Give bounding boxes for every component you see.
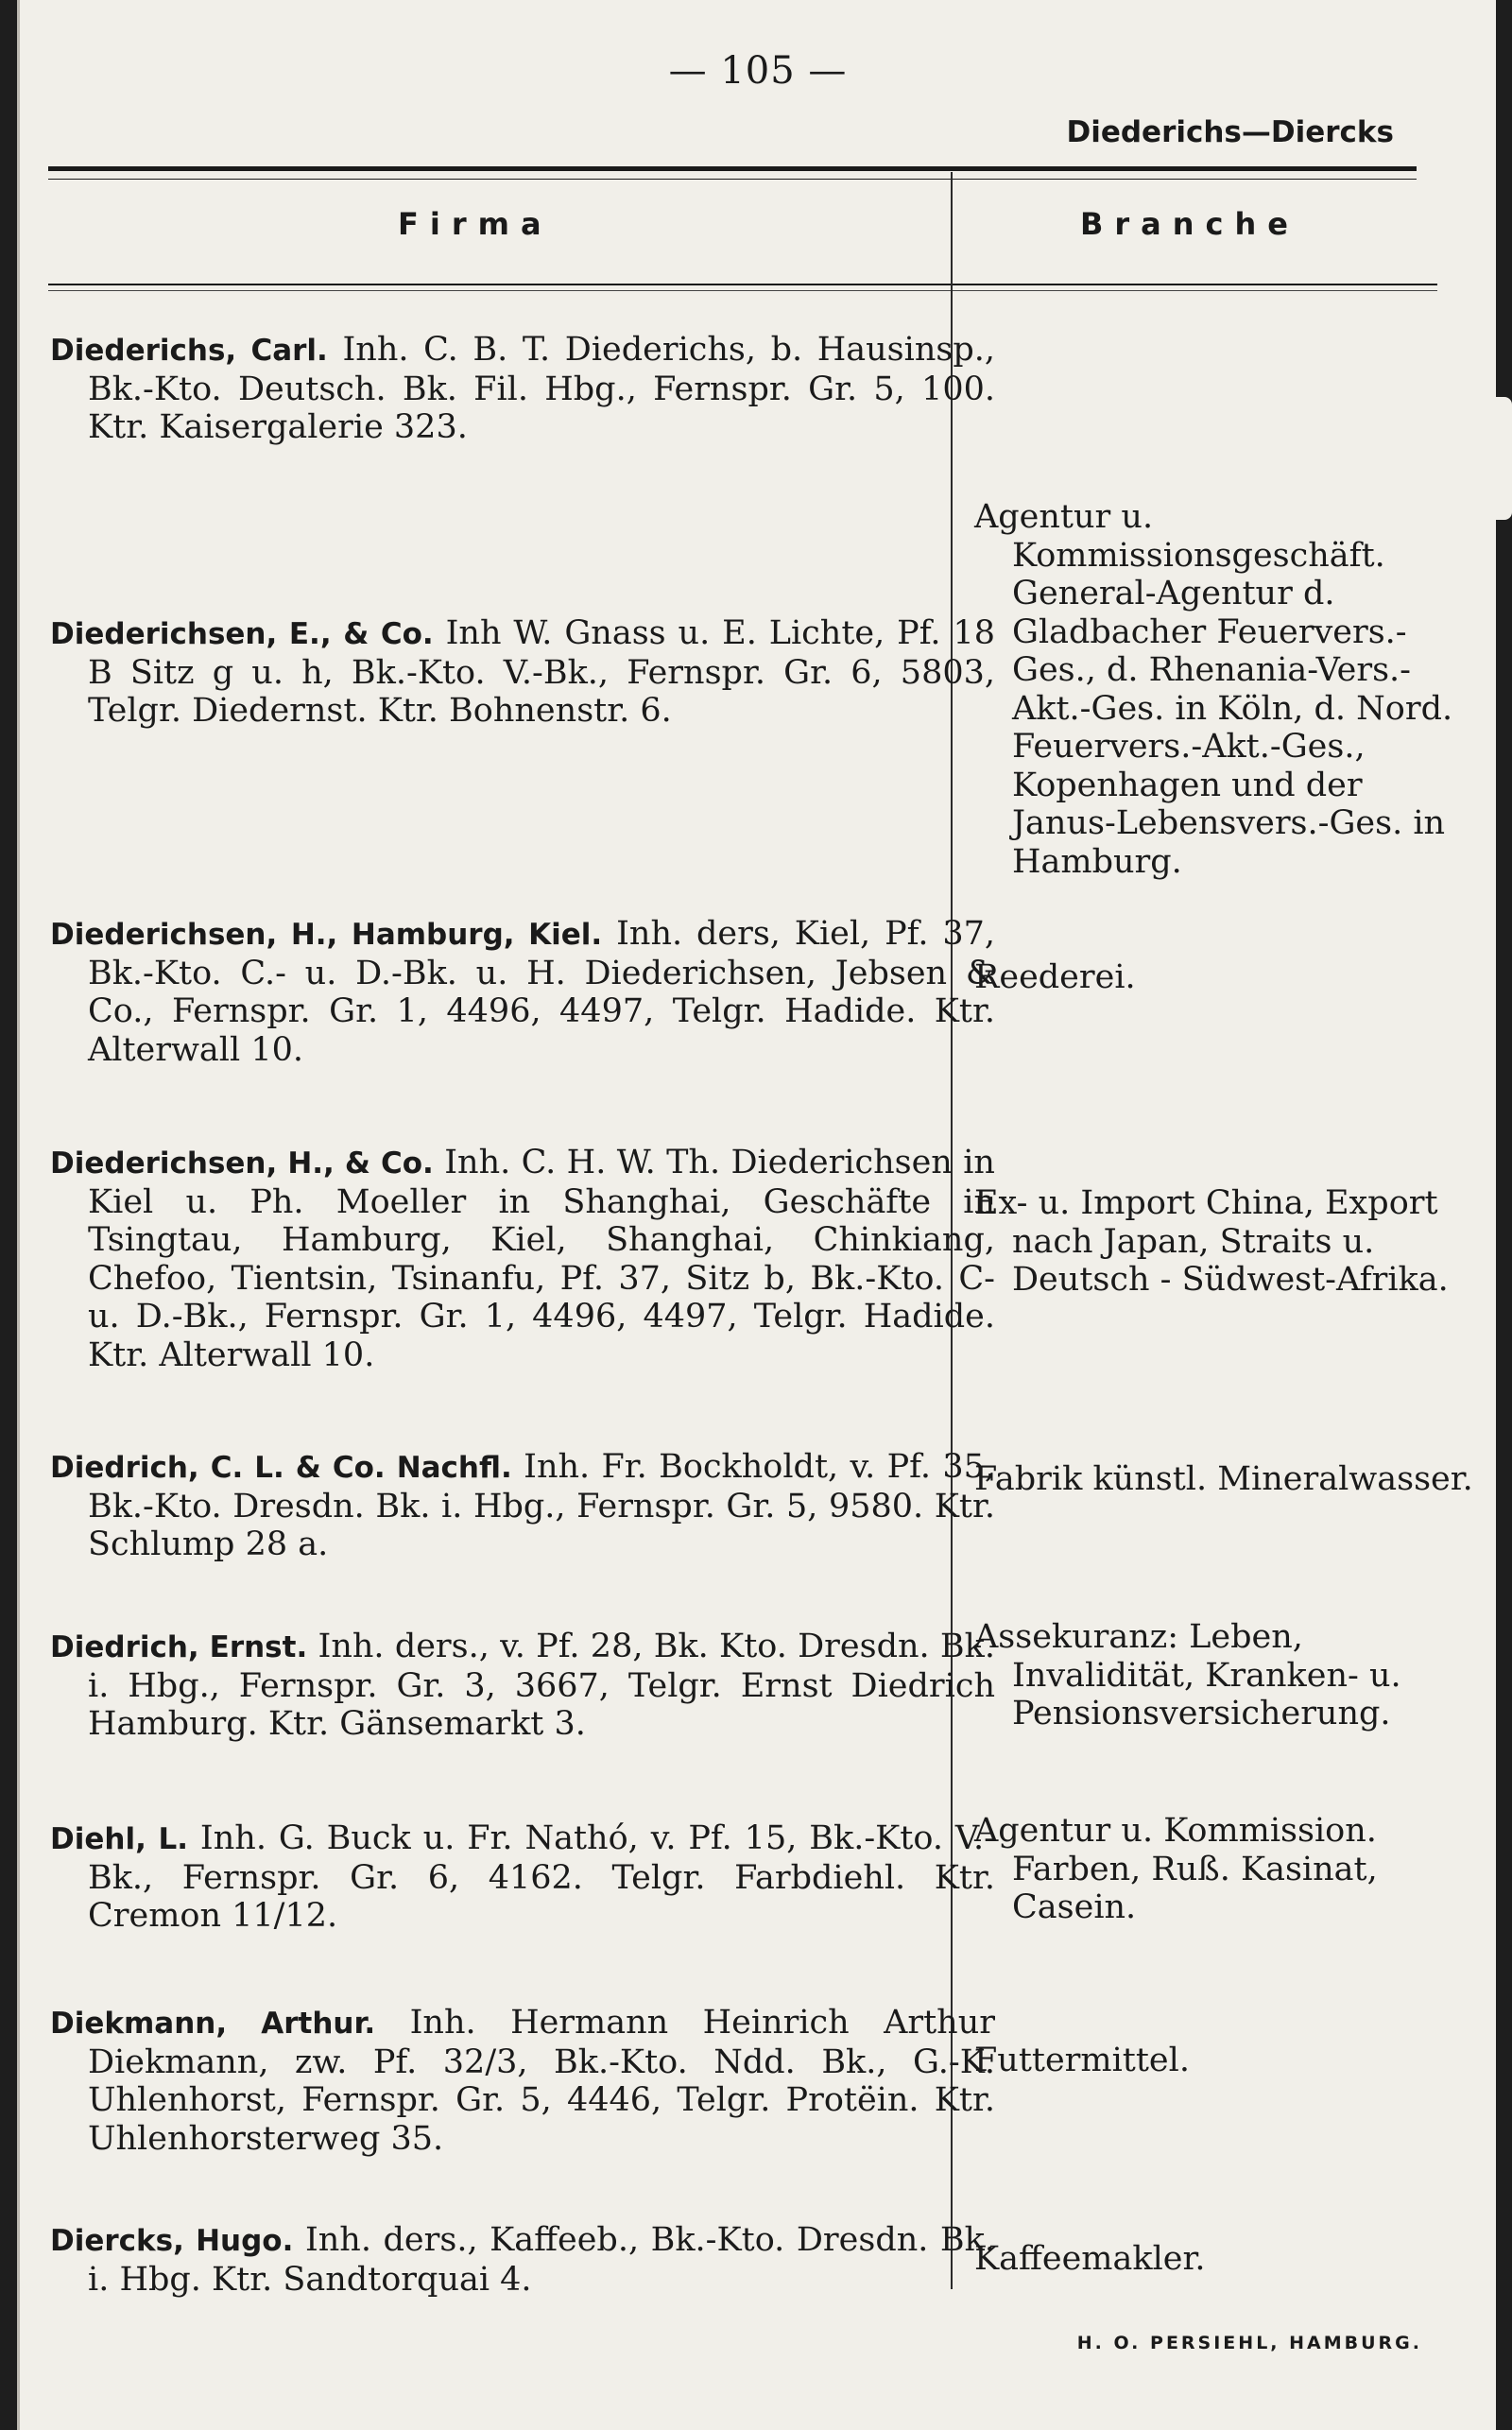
entry-branche: Kaffeemakler. — [974, 2240, 1206, 2278]
entry-firma — [50, 2004, 995, 2158]
header-rule — [48, 166, 1417, 171]
firm-details: Inh. Fr. Bockholdt, v. Pf. 35, Bk.-Kto. Dresdn. Bk. i. Hbg., Fernspr. Gr. 5, 9580. Ktr. Schlump 28 a. — [88, 1448, 995, 1563]
page-number: — 105 — — [668, 49, 848, 93]
printer-imprint: H. O. PERSIEHL, HAMBURG. — [1076, 2333, 1422, 2353]
entry-firma — [50, 614, 995, 731]
firm-name: Diehl, L. — [50, 1822, 188, 1856]
firm-name: Diekmann, Arthur. — [50, 2007, 376, 2041]
firm-details: Inh. Hermann Heinrich Arthur Diekmann, zw. Pf. 32/3, Bk.-Kto. Ndd. Bk., G.-K. Uhlenhorst, Fernspr. Gr. 5, 4446, Telgr. Protëin. Ktr. Uhlenhorsterweg 35. — [88, 2004, 995, 2158]
firm-name: Diercks, Hugo. — [50, 2224, 294, 2258]
column-header-rule-2 — [48, 290, 1437, 291]
column-header-firma: Firma — [398, 206, 553, 242]
running-head: Diederichs—Diercks — [1066, 115, 1394, 149]
firm-details: Inh. ders., v. Pf. 28, Bk. Kto. Dresdn. Bk. i. Hbg., Fernspr. Gr. 3, 3667, Telgr. Ernst Diedrich Hamburg. Ktr. Gänsemarkt 3. — [88, 1628, 995, 1743]
firm-details: Inh. ders, Kiel, Pf. 37, Bk.-Kto. C.- u. D.-Bk. u. H. Diederichsen, Jebsen & Co., Fernspr. Gr. 1, 4496, 4497, Telgr. Hadide. Ktr. Alterwall 10. — [88, 915, 995, 1069]
firm-name: Diedrich, Ernst. — [50, 1630, 308, 1664]
entry-firma — [50, 1819, 995, 1936]
column-header-rule — [48, 284, 1437, 285]
firm-details: Inh. C. B. T. Diederichs, b. Hausinsp., Bk.-Kto. Deutsch. Bk. Fil. Hbg., Fernspr. Gr. 5, 100. Ktr. Kaisergalerie 323. — [88, 331, 995, 446]
entry-firma — [50, 1628, 995, 1744]
entry-branche: Futtermittel. — [974, 2042, 1190, 2079]
entry-branche: Agentur u. Kommission. Farben, Ruß. Kasinat, Casein. — [974, 1812, 1378, 1926]
entry-firma — [50, 1448, 995, 1564]
firm-name: Diederichsen, E., & Co. — [50, 617, 434, 651]
firm-name: Diederichsen, H., Hamburg, Kiel. — [50, 918, 603, 952]
directory-page — [17, 0, 1496, 2430]
firm-details: Inh. G. Buck u. Fr. Nathó, v. Pf. 15, Bk.-Kto. V.-Bk., Fernspr. Gr. 6, 4162. Telgr. Farbdiehl. Ktr. Cremon 11/12. — [88, 1819, 995, 1935]
entry-branche: Assekuranz: Leben, Invalidität, Kranken- u. Pensionsversicherung. — [974, 1618, 1401, 1732]
column-header-branche: Branche — [1080, 206, 1299, 242]
entry-firma — [50, 915, 995, 1069]
firm-name: Diederichsen, H., & Co. — [50, 1146, 434, 1181]
firm-name: Diederichs, Carl. — [50, 334, 328, 368]
entry-branche: Reederei. — [974, 958, 1136, 996]
entry-firma — [50, 1144, 995, 1374]
header-rule-thin — [48, 179, 1417, 180]
page-edge-tab — [1474, 397, 1512, 520]
entry-firma — [50, 331, 995, 447]
entry-branche: Agentur u. Kommissionsgeschäft. General-Agentur d. Gladbacher Feuervers.-Ges., d. Rhenania-Vers.-Akt.-Ges. in Köln, d. Nord. Feuervers.-Akt.-Ges., Kopenhagen und der Janus-Lebensvers.-Ges. in Hamburg. — [974, 498, 1453, 881]
entry-branche: Ex- u. Import China, Export nach Japan, Straits u. Deutsch - Südwest-Afrika. — [974, 1184, 1449, 1299]
firm-details: Inh. ders., Kaffeeb., Bk.-Kto. Dresdn. Bk. i. Hbg. Ktr. Sandtorquai 4. — [88, 2221, 995, 2299]
entry-firma — [50, 2221, 995, 2299]
firm-name: Diedrich, C. L. & Co. Nachfl. — [50, 1451, 512, 1485]
firm-details: Inh W. Gnass u. E. Lichte, Pf. 18 B Sitz g u. h, Bk.-Kto. V.-Bk., Fernspr. Gr. 6, 5803, Telgr. Diedernst. Ktr. Bohnenstr. 6. — [88, 614, 995, 730]
firm-details: Inh. C. H. W. Th. Diederichsen in Kiel u. Ph. Moeller in Shanghai, Geschäfte in Tsingtau, Hamburg, Kiel, Shanghai, Chinkiang, Chefoo, Tientsin, Tsinanfu, Pf. 37, Sitz b, Bk.-Kto. C- u. D.-Bk., Fernspr. Gr. 1, 4496, 4497, Telgr. Hadide. Ktr. Alterwall 10. — [88, 1144, 995, 1374]
entry-branche: Fabrik künstl. Mineralwasser. — [974, 1460, 1473, 1498]
